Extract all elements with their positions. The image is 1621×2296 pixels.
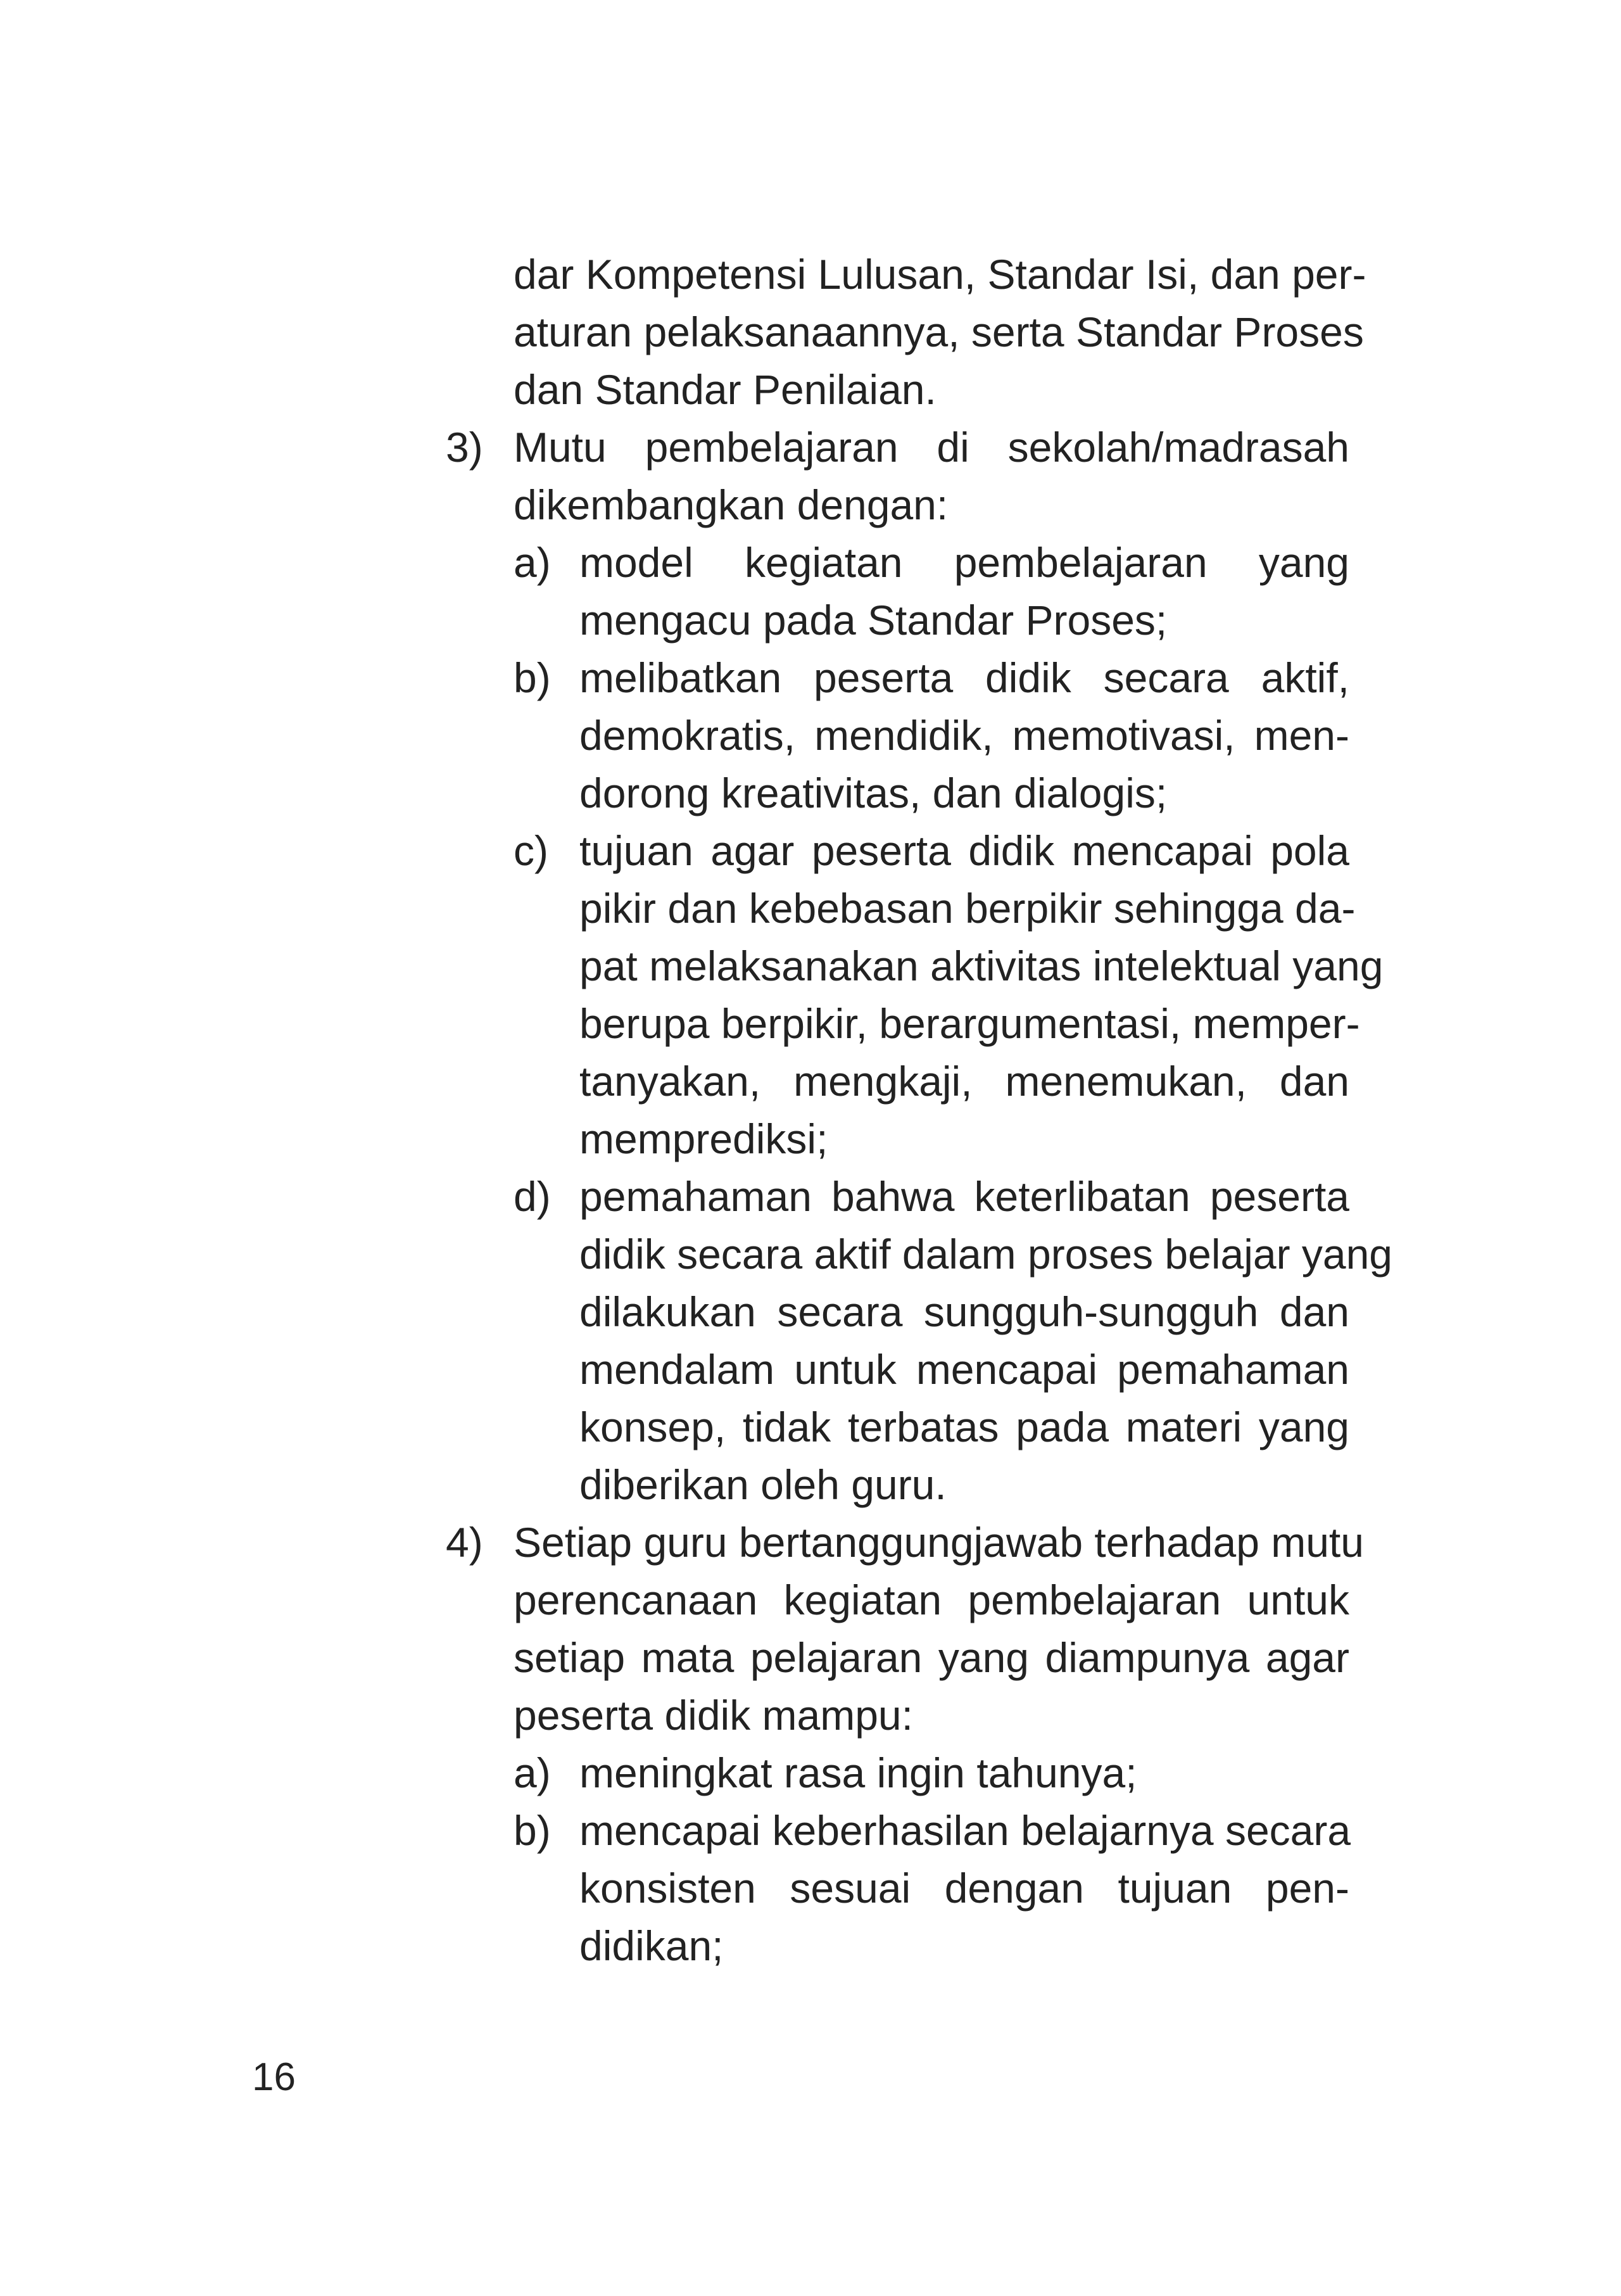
item-4-line-3: setiap mata pelajaran yang diampunya agar	[514, 1634, 1349, 1681]
item-3b-line-1: melibatkan peserta didik secara aktif,	[579, 654, 1349, 701]
item-3-line-1: Mutu pembelajaran di sekolah/madrasah	[514, 424, 1349, 471]
item-3b-line-3: dorong kreativitas, dan dialogis;	[579, 770, 1168, 816]
item-3c-line-2: pikir dan kebebasan berpikir sehingga da-	[579, 885, 1356, 932]
item-3-marker: 3)	[446, 424, 483, 471]
item-3d-line-6: diberikan oleh guru.	[579, 1461, 947, 1508]
item-4-line-1: Setiap guru bertanggungjawab terhadap mutu	[514, 1519, 1364, 1566]
item-3d-marker: d)	[514, 1173, 551, 1220]
item-3b-line-2: demokratis, mendidik, memotivasi, men-	[579, 712, 1349, 759]
item-4-line-2: perencanaan kegiatan pembelajaran untuk	[514, 1576, 1349, 1623]
item-4a-line-1: meningkat rasa ingin tahunya;	[579, 1749, 1137, 1796]
continuation-line-1: dar Kompetensi Lulusan, Standar Isi, dan per-	[514, 251, 1366, 298]
item-4b-line-1: mencapai keberhasilan belajarnya secara	[579, 1807, 1351, 1854]
item-3a-line-2: mengacu pada Standar Proses;	[579, 597, 1168, 644]
item-3d-line-5: konsep, tidak terbatas pada materi yang	[579, 1404, 1349, 1450]
item-3d-line-2: didik secara aktif dalam proses belajar yang	[579, 1231, 1393, 1278]
continuation-line-2: aturan pelaksanaannya, serta Standar Proses	[514, 308, 1364, 355]
item-3a-line-1: model kegiatan pembelajaran yang	[579, 539, 1349, 586]
item-4b-line-2: konsisten sesuai dengan tujuan pen-	[579, 1865, 1349, 1912]
item-3b-marker: b)	[514, 654, 551, 701]
continuation-line-3: dan Standar Penilaian.	[514, 366, 937, 413]
item-3-line-2: dikembangkan dengan:	[514, 481, 949, 528]
page-number: 16	[252, 2055, 296, 2099]
item-3a-marker: a)	[514, 539, 551, 586]
item-3d-line-1: pemahaman bahwa keterlibatan peserta	[579, 1173, 1349, 1220]
item-3d-line-3: dilakukan secara sungguh-sungguh dan	[579, 1288, 1349, 1335]
item-3c-marker: c)	[514, 827, 548, 874]
item-4a-marker: a)	[514, 1749, 551, 1796]
item-4-line-4: peserta didik mampu:	[514, 1692, 913, 1739]
item-4-marker: 4)	[446, 1519, 483, 1566]
item-3c-line-4: berupa berpikir, berargumentasi, memper-	[579, 1000, 1360, 1047]
item-4b-line-3: didikan;	[579, 1922, 724, 1969]
item-3c-line-6: memprediksi;	[579, 1115, 828, 1162]
item-3c-line-3: pat melaksanakan aktivitas intelektual yang	[579, 942, 1384, 989]
item-3d-line-4: mendalam untuk mencapai pemahaman	[579, 1346, 1349, 1393]
item-3c-line-1: tujuan agar peserta didik mencapai pola	[579, 827, 1349, 874]
item-3c-line-5: tanyakan, mengkaji, menemukan, dan	[579, 1058, 1349, 1105]
item-4b-marker: b)	[514, 1807, 551, 1854]
